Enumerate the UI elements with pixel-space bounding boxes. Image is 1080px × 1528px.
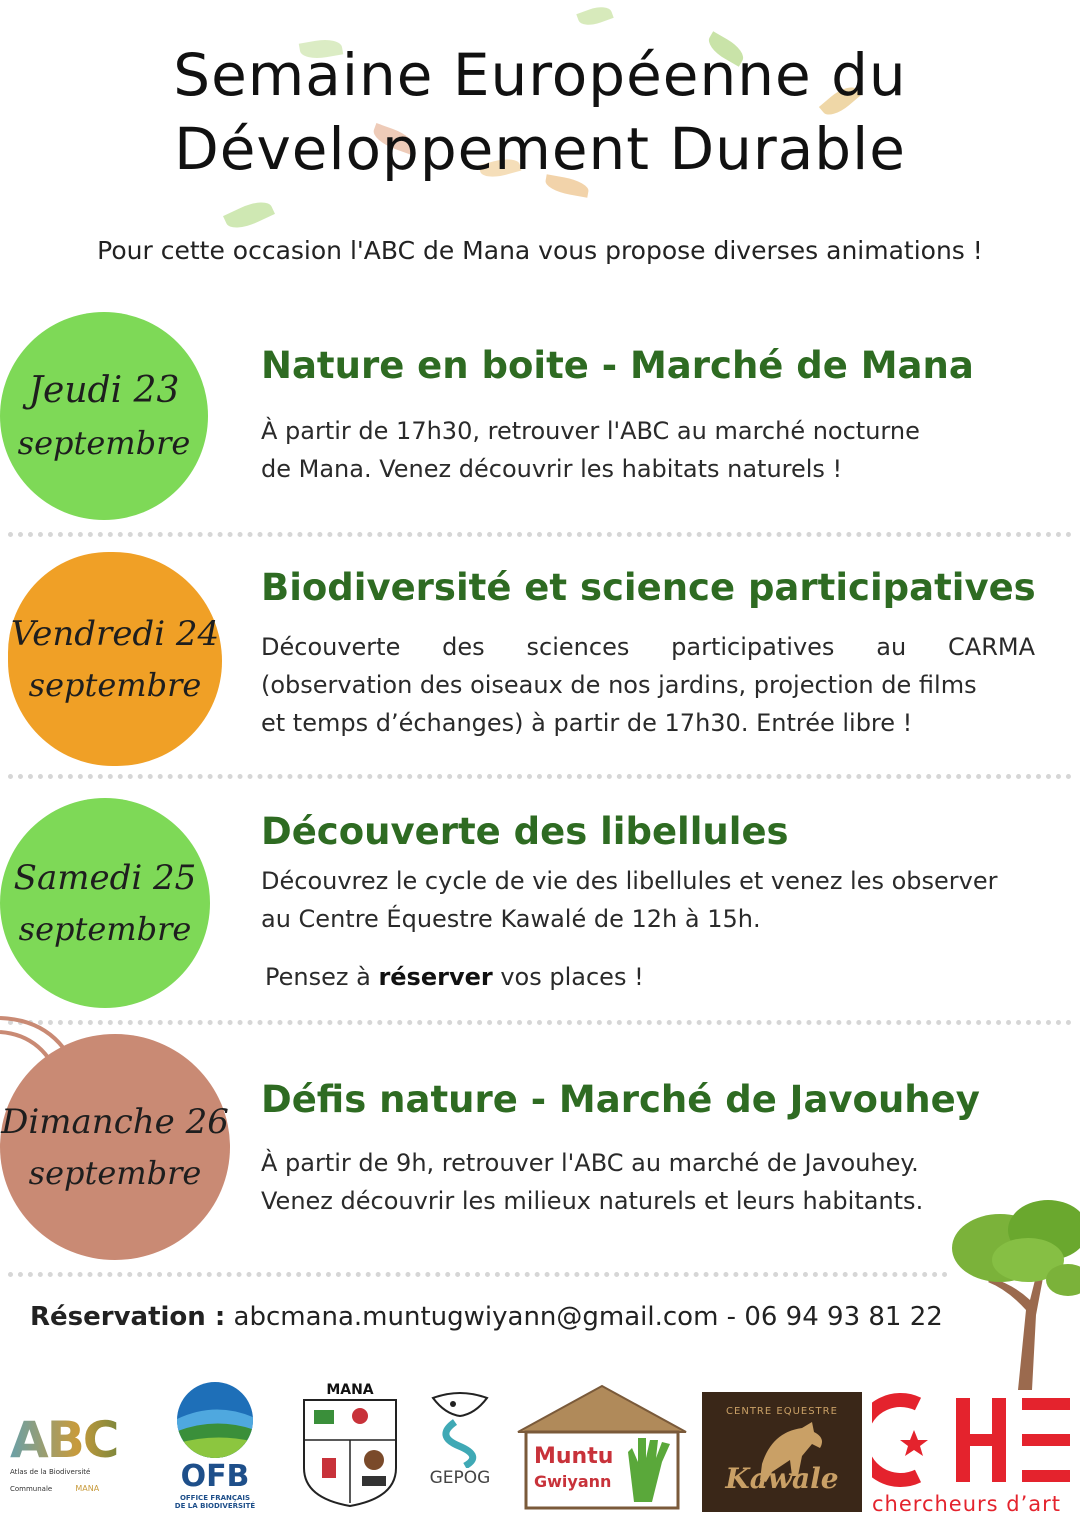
- event-title: Découverte des libellules: [261, 810, 789, 853]
- date-badge-samedi: [0, 798, 210, 1008]
- dotted-divider: [8, 774, 1072, 779]
- mana-crest-title: MANA: [326, 1382, 374, 1398]
- dotted-divider: [8, 1020, 1072, 1025]
- dotted-divider: [8, 1272, 948, 1277]
- reservation-label: Réservation :: [30, 1302, 226, 1332]
- date-day: Samedi 25: [13, 857, 197, 898]
- intro-text: Pour cette occasion l'ABC de Mana vous propose diverses animations !: [97, 236, 983, 265]
- date-month: septembre: [28, 1153, 202, 1192]
- ofb-emblem-icon: [175, 1380, 255, 1460]
- event-line: au Centre Équestre Kawalé de 12h à 15h.: [261, 905, 761, 933]
- abc-logo-mana: MANA: [75, 1484, 100, 1493]
- gepog-bird-icon: [425, 1388, 495, 1468]
- note-suffix: vos places !: [492, 963, 644, 991]
- mana-crest-icon: [300, 1398, 400, 1508]
- event-line: À partir de 17h30, retrouver l'ABC au marché nocturne: [261, 417, 920, 445]
- muntu-line1: Muntu: [534, 1444, 614, 1469]
- abc-logo-text: ABC: [10, 1412, 144, 1468]
- ofb-logo-text: OFB: [180, 1459, 250, 1494]
- page-title: [0, 38, 1080, 186]
- ofb-logo: [160, 1380, 270, 1515]
- event-description: [261, 862, 1047, 938]
- date-day: Jeudi 23: [28, 370, 180, 412]
- event-line: Découverte des sciences participatives au CARMA: [261, 633, 1035, 661]
- date-badge-jeudi: [0, 312, 208, 520]
- muntu-gwiyann-logo: [512, 1382, 692, 1512]
- event-description: [261, 412, 989, 488]
- date-badge-vendredi: [8, 552, 222, 766]
- date-day: Vendredi 24: [10, 613, 220, 654]
- event-description: [261, 628, 1035, 742]
- ofb-logo-sub2: DE LA BIODIVERSITÉ: [174, 1502, 256, 1510]
- event-title: Biodiversité et science participatives: [261, 566, 1036, 609]
- event-line: de Mana. Venez découvrir les habitats naturels !: [261, 455, 843, 483]
- kawale-arc-text: CENTRE EQUESTRE: [726, 1406, 838, 1417]
- event-line: À partir de 9h, retrouver l'ABC au marché de Javouhey.: [261, 1149, 919, 1177]
- abc-logo-sub2: Communale: [10, 1485, 53, 1493]
- event-title: Défis nature - Marché de Javouhey: [261, 1078, 980, 1121]
- event-description: [261, 1144, 1001, 1220]
- event-line: Venez découvrir les milieux naturels et leurs habitants.: [261, 1187, 924, 1215]
- dotted-divider: [8, 532, 1072, 537]
- reserve-note: [265, 958, 644, 996]
- event-line: (observation des oiseaux de nos jardins, projection de films: [261, 671, 977, 699]
- event-line: Découvrez le cycle de vie des libellules et venez les observer: [261, 867, 998, 895]
- abc-logo-sub1: Atlas de la Biodiversité: [10, 1468, 91, 1476]
- gepog-logo: [418, 1388, 502, 1508]
- leaf-decoration: [576, 3, 613, 30]
- mana-crest-logo: [300, 1382, 400, 1510]
- note-bold: réserver: [378, 963, 493, 991]
- date-month: septembre: [18, 909, 192, 948]
- muntu-line2: Gwiyann: [534, 1472, 612, 1491]
- che-letters-icon: [872, 1390, 1072, 1490]
- date-day: Dimanche 26: [1, 1101, 229, 1142]
- che-caption: chercheurs d’art: [872, 1492, 1062, 1516]
- event-title: Nature en boite - Marché de Mana: [261, 344, 974, 387]
- date-badge-dimanche: [0, 1034, 230, 1260]
- title-line-2: Développement Durable: [174, 115, 906, 183]
- date-month: septembre: [17, 424, 191, 463]
- leaf-decoration: [223, 196, 275, 234]
- note-prefix: Pensez à: [265, 963, 379, 991]
- kawale-name: Kawale: [725, 1462, 839, 1495]
- che-logo: [872, 1390, 1072, 1518]
- reservation-line: [30, 1302, 943, 1332]
- date-month: septembre: [28, 665, 202, 704]
- reservation-contact[interactable]: abcmana.muntugwiyann@gmail.com - 06 94 93 81 22: [233, 1302, 943, 1332]
- kawale-logo: [702, 1392, 862, 1512]
- tree-illustration: [948, 1190, 1080, 1390]
- event-line: et temps d’échanges) à partir de 17h30. Entrée libre !: [261, 709, 913, 737]
- title-line-1: Semaine Européenne du: [173, 41, 907, 109]
- ofb-logo-sub1: OFFICE FRANÇAIS: [179, 1494, 251, 1502]
- abc-logo: [10, 1412, 144, 1492]
- gepog-logo-text: GEPOG: [429, 1468, 491, 1488]
